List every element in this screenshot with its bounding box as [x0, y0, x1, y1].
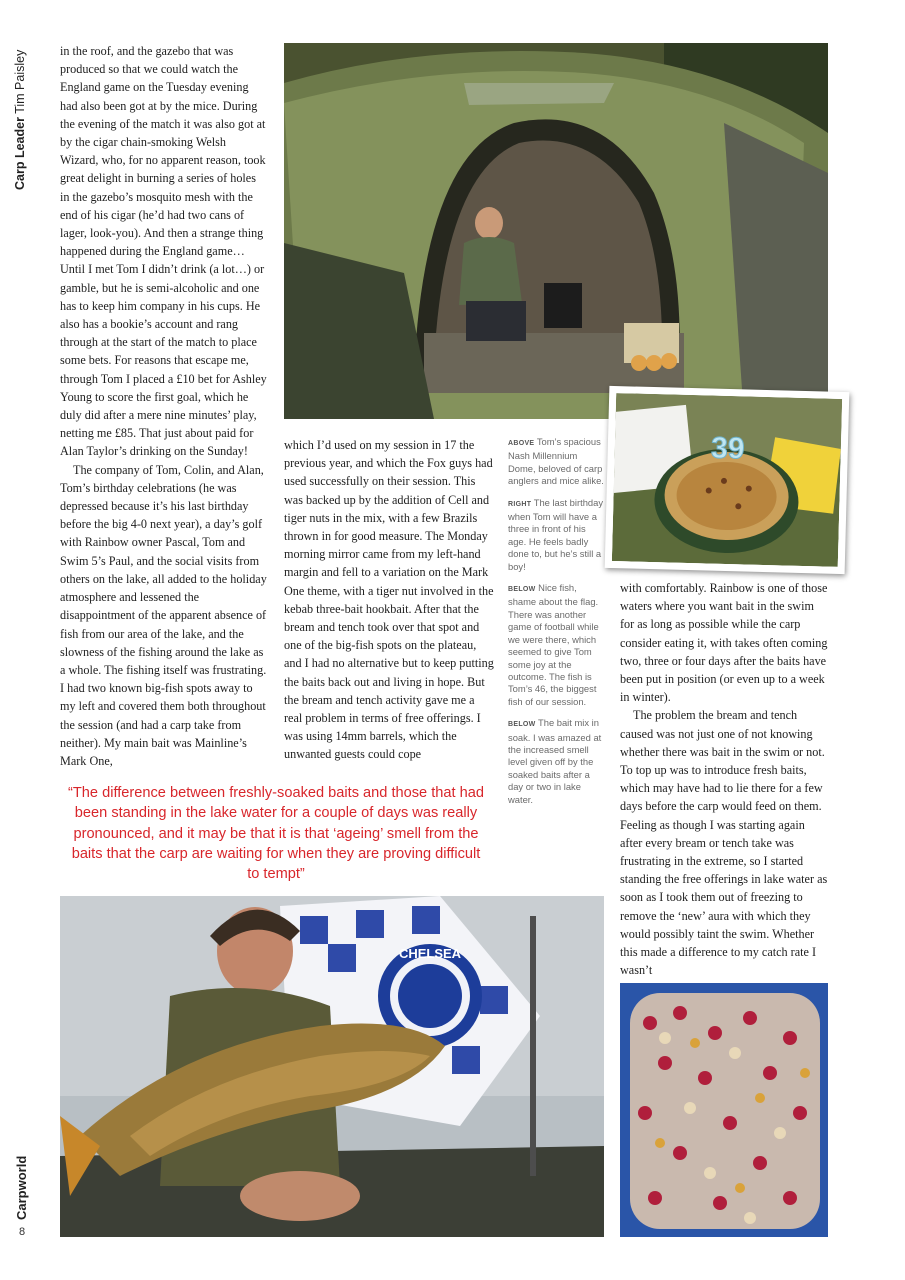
- caption-text: The bait mix in soak. I was amazed at the increased smell level given off by the soaked baits after a day or two in lake water.: [508, 717, 602, 805]
- paragraph: The problem the bream and tench caused was not just one of not knowing whether there was bait in the swim or not. To top up was to introduce fresh baits, which may have had to lie there for a few days before the carp would feed on them. Feeling as though I was starting again after every bream or tench take was frustrating in the extreme, so I started standing the free offerings in lake water as soon as I took them out of freezing to remove the ‘new’ aura with which they would possibly taint the swim. Whether this made a difference to my catch rate I wasn’t: [620, 708, 828, 978]
- caption: [508, 436, 604, 488]
- paragraph: The company of Tom, Colin, and Alan, Tom’s birthday celebrations (he was depressed because it’s his last birthday before the big 4-0 next year), a day’s golf with Rainbow owner Pascal, Tom and Swim 5’s Paul, and the social visits from others on the lake, all added to the holiday atmosphere and lessened the disappointment of the apparent absence of fish from our area of the lake, and the slowness of the fishing around the lake as a whole. The fishing itself was frustrating. I had two known big-fish spots away to my left and covered them both throughout the session (and had a carp take from neither). My main bait was Mainline’s Mark One,: [60, 462, 267, 768]
- caption: [508, 582, 604, 708]
- caption-tag: BELOW: [508, 721, 536, 729]
- section-title: Carp Leader: [13, 117, 27, 190]
- body-column-3: [620, 579, 830, 979]
- running-header: [13, 50, 27, 190]
- bait-mix-photo: [620, 983, 828, 1237]
- caption: [508, 717, 604, 806]
- caption-text: Tom’s spacious Nash Millennium Dome, beloved of carp anglers and mice alike.: [508, 436, 604, 487]
- photo-captions: [508, 436, 604, 815]
- paragraph: with comfortably. Rainbow is one of those waters where you want bait in the swim for as long as possible while the carp consider eating it, with takes often coming two, three or four days after the baits have been put in position (or even up to a week in winter).: [620, 581, 828, 705]
- paragraph: which I’d used on my session in 17 the previous year, and which the Fox guys had used successfully on their session. This was backed up by the addition of Cell and tiger nuts in the mix, with a few Brazils thrown in for good measure. The Monday morning mirror came from my left-hand margin and fell to a variation on the Mark One theme, with a tiger nut involved in the kebab three-bait hookbait. After that the bream and tench took over that spot and one of the big-fish spots on the plateau, and I had no alternative but to keep putting the baits back out and living in hope. But the bream and tench activity gave me a real problem in terms of free offerings. I was using 14mm barrels, which the unwanted guests could cope: [284, 438, 494, 762]
- magazine-name: Carpworld: [14, 1155, 29, 1220]
- caption-tag: BELOW: [508, 586, 536, 594]
- body-column-1: [60, 42, 267, 770]
- caption-tag: ABOVE: [508, 440, 535, 447]
- caption-tag: RIGHT: [508, 500, 532, 508]
- angler-with-carp-photo: [60, 896, 604, 1237]
- tent-photo: [284, 43, 828, 419]
- author-name: Tim Paisley: [13, 49, 27, 114]
- caption-text: Nice fish, shame about the flag. There was another game of football while we were there, which seemed to give Tom some joy at the outcome. The fish is Tom’s 46, the biggest fish of our session.: [508, 582, 599, 707]
- caption: [508, 497, 604, 573]
- body-column-2: [284, 436, 495, 764]
- page-number: 8: [19, 1226, 26, 1238]
- birthday-cake-photo: [605, 386, 850, 574]
- paragraph: in the roof, and the gazebo that was produced so that we could watch the England game on the Tuesday evening had also been got at by the mice. During the evening of the match it was also got at by the cigar chain-smoking Welsh Wizard, who, for no apparent reason, took great delight in burning a series of holes in the gazebo’s mosquito mesh with the end of his cigar (he’d had two cans of lager, look-you). And then a strange thing happened during the England game… Until I met Tom I didn’t drink (a lot…) or gamble, but he is semi-alcoholic and one has to keep him company in his cups. He also has a bookie’s account and rang through at the start of the match to place some bets. For reasons that escape me, through Tom I placed a £10 bet for Ashley Young to score the first goal, which he duly did after a mere nine minutes’ play, netting me £85. That just about paid for Alan Taylor’s drinking on the Sunday!: [60, 44, 267, 459]
- pull-quote: “The difference between freshly-soaked baits and those that had been standing in the lake water for a couple of days was really pronounced, and it may be that it is that ‘ageing’ smell from the baits that the carp are waiting for when they are proving difficult to tempt”: [68, 785, 484, 883]
- flag-text: CHELSEA: [398, 946, 462, 961]
- caption-text: The last birthday when Tom will have a three in front of his age. He feels badly done to, but he’s still a boy!: [508, 496, 604, 572]
- cake-candles: 39: [710, 431, 745, 466]
